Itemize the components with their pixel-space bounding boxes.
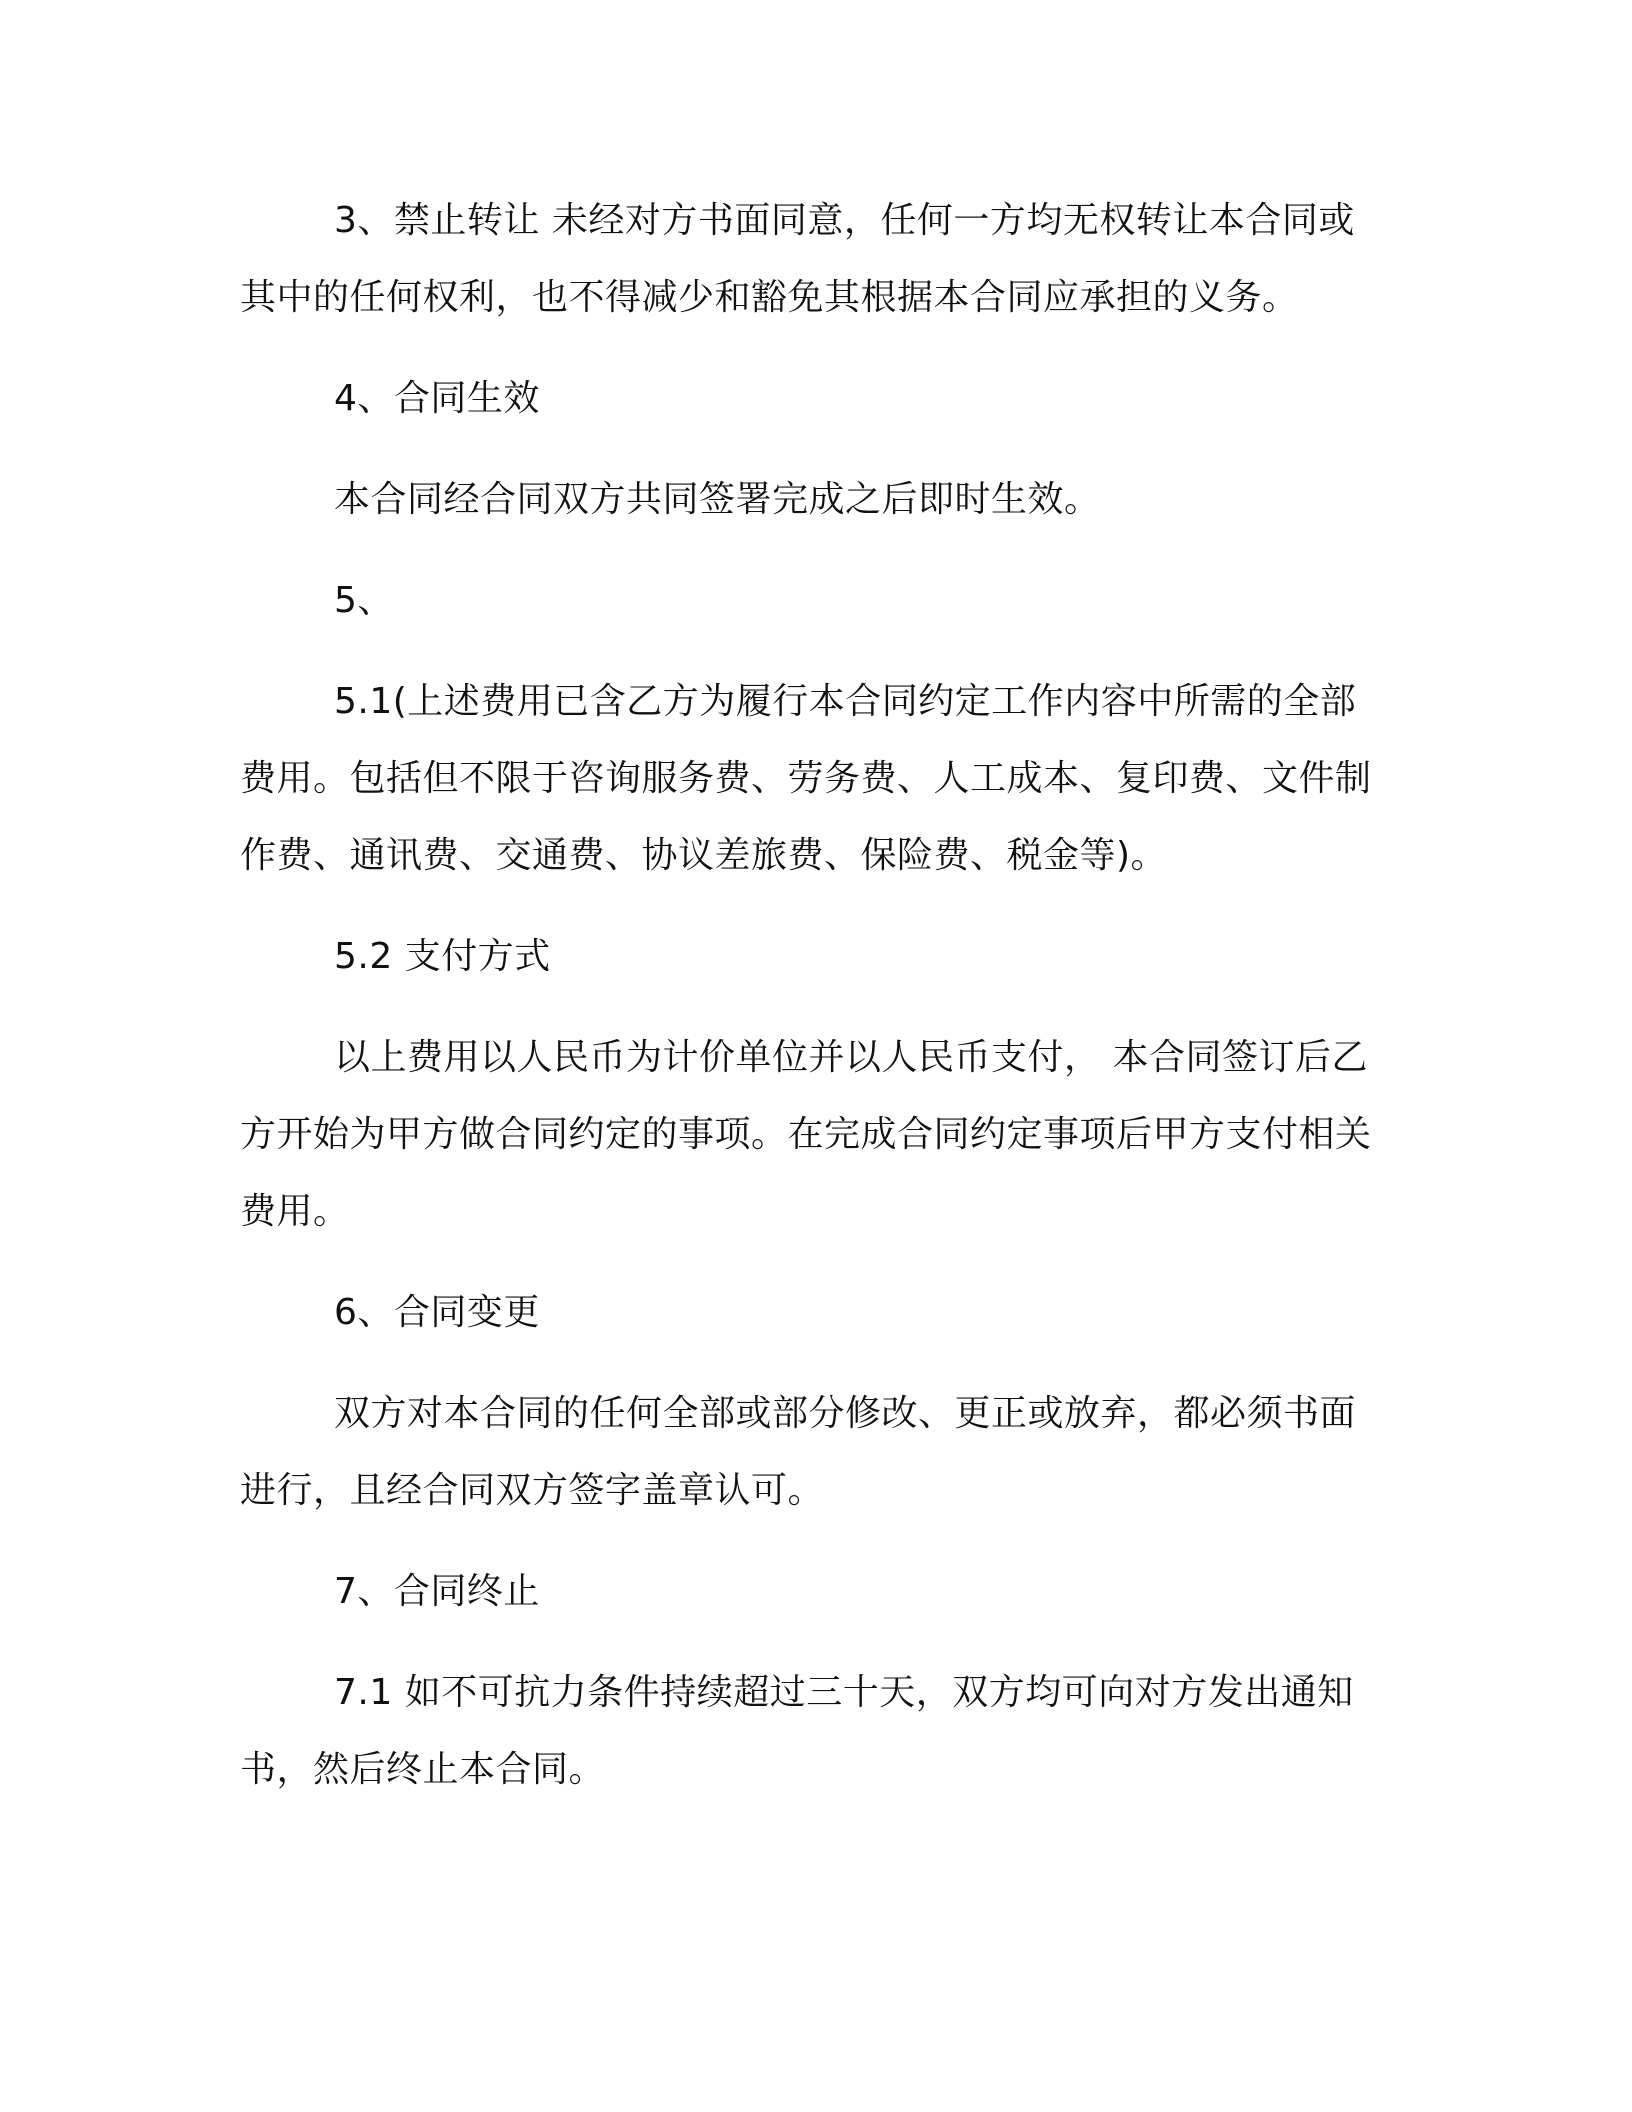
clause-7-1-body: 7.1 如不可抗力条件持续超过三十天，双方均可向对方发出通知书，然后终止本合同。 bbox=[240, 1672, 1354, 1790]
clause-6-heading: 6、合同变更 bbox=[334, 1292, 540, 1333]
clause-6-body: 双方对本合同的任何全部或部分修改、更正或放弃，都必须书面进行，且经合同双方签字盖章认可。 bbox=[240, 1393, 1357, 1511]
clause-4-heading: 4、合同生效 bbox=[334, 378, 540, 419]
clause-3-no-transfer: 3、禁止转让 未经对方书面同意，任何一方均无权转让本合同或其中的任何权利，也不得减少和豁免其根据本合同应承担的义务。 bbox=[240, 200, 1355, 318]
document-body bbox=[240, 182, 1380, 1808]
clause-5-2-heading: 5.2 支付方式 bbox=[334, 936, 551, 977]
clause-5-1-fees: 5.1(上述费用已含乙方为履行本合同约定工作内容中所需的全部费用。包括但不限于咨询服务费、劳务费、人工成本、复印费、文件制作费、通讯费、交通费、协议差旅费、保险费、税金等)。 bbox=[240, 681, 1372, 876]
clause-5-heading: 5、 bbox=[334, 580, 394, 621]
clause-7-heading: 7、合同终止 bbox=[334, 1571, 540, 1612]
clause-4-body: 本合同经合同双方共同签署完成之后即时生效。 bbox=[334, 479, 1101, 520]
clause-5-2-body: 以上费用以人民币为计价单位并以人民币支付， 本合同签订后乙方开始为甲方做合同约定的事项。在完成合同约定事项后甲方支付相关费用。 bbox=[240, 1037, 1372, 1232]
